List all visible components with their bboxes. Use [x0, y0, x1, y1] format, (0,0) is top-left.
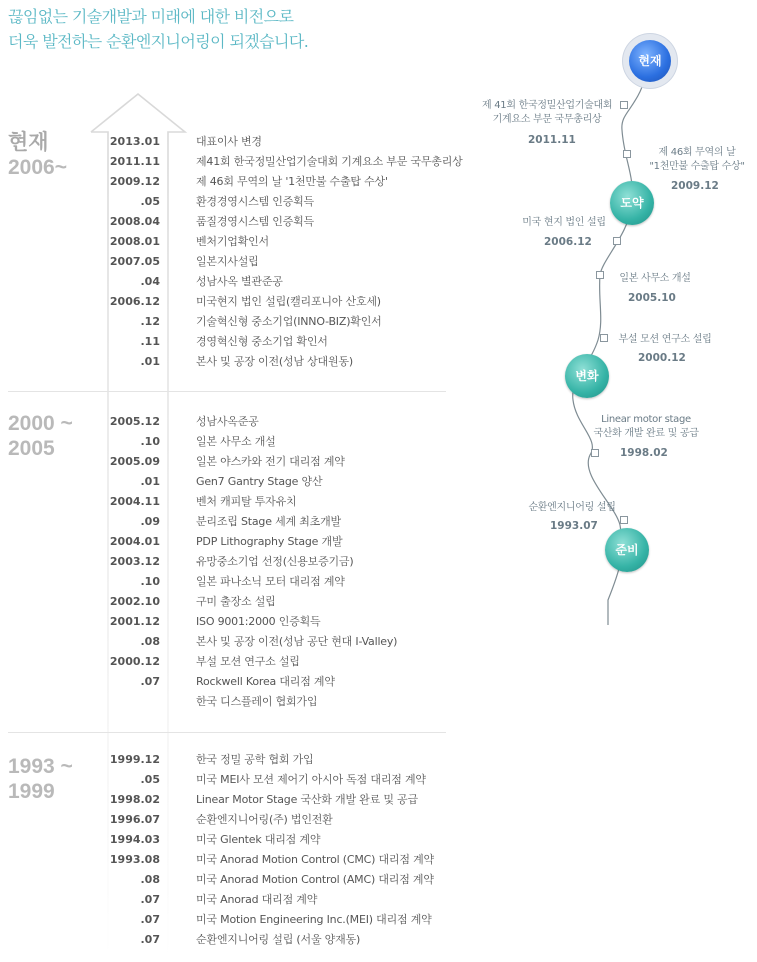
row-date: 2000.12 [109, 655, 160, 668]
row-date: .10 [140, 575, 160, 588]
stage-change-badge: 변화 [565, 354, 609, 398]
history-row [0, 930, 470, 950]
row-event: 한국 디스플레이 협회가입 [196, 695, 318, 708]
history-row [0, 412, 470, 432]
history-row [0, 172, 470, 192]
milestone-dot [613, 237, 621, 245]
milestone-line2: 국산화 개발 완료 및 공급 [593, 428, 699, 439]
milestone-line1: Linear motor stage [601, 414, 691, 425]
row-event: 일본 파나소닉 모터 대리점 계약 [196, 575, 345, 588]
history-row [0, 810, 470, 830]
milestone-line1: 부설 모션 연구소 설립 [618, 334, 712, 345]
milestone-label [610, 333, 720, 347]
row-date: 2005.12 [109, 415, 160, 428]
milestone-label [638, 146, 756, 174]
period-label-line1: 1993 ~ [8, 755, 73, 778]
history-row [0, 910, 470, 930]
history-row [0, 352, 470, 372]
row-date: 1993.08 [109, 853, 160, 866]
row-event: 미국 Motion Engineering Inc.(MEI) 대리점 계약 [196, 913, 432, 926]
history-row [0, 512, 470, 532]
row-date: .07 [140, 675, 160, 688]
milestone-year: 2009.12 [671, 180, 719, 192]
milestone-year: 2000.12 [638, 352, 686, 364]
stage-prep-badge: 준비 [605, 528, 649, 572]
history-row [0, 452, 470, 472]
milestone-year: 1998.02 [620, 447, 668, 459]
history-row [0, 592, 470, 612]
milestone-label [524, 501, 620, 515]
period-label-line2: 2006~ [8, 156, 67, 179]
history-row [0, 232, 470, 252]
milestone-line2: "1천만불 수출탑 수상" [649, 161, 745, 172]
row-date: 2008.04 [109, 215, 160, 228]
milestone-dot [620, 101, 628, 109]
milestone-year: 1993.07 [550, 520, 598, 532]
milestone-line2: 기계요소 부문 국무총리상 [492, 114, 602, 125]
row-event: 경영혁신형 중소기업 확인서 [196, 335, 328, 348]
milestone-dot [596, 271, 604, 279]
row-event: 부설 모션 연구소 설립 [196, 655, 300, 668]
history-row [0, 870, 470, 890]
row-event: 구미 출장소 설립 [196, 595, 276, 608]
row-date: 1996.07 [109, 813, 160, 826]
row-event: 미국현지 법인 설립(캘리포니아 산호세) [196, 295, 381, 308]
row-event: 일본 사무소 개설 [196, 435, 276, 448]
row-event: 벤처 캐피탈 투자유치 [196, 495, 297, 508]
row-event: 한국 정밀 공학 협회 가입 [196, 753, 314, 766]
row-date: 1999.12 [109, 753, 160, 766]
row-date: 1998.02 [109, 793, 160, 806]
milestone-line1: 순환엔지니어링 설립 [528, 502, 616, 513]
row-date: 2013.01 [109, 135, 160, 148]
milestone-line1: 일본 사무소 개설 [619, 273, 691, 284]
row-date: .11 [140, 335, 160, 348]
milestone-line1: 미국 현지 법인 설립 [522, 217, 606, 228]
milestone-dot [600, 334, 608, 342]
row-date: 2006.12 [109, 295, 160, 308]
history-row [0, 750, 470, 770]
history-row [0, 890, 470, 910]
stage-current-badge: 현재 [629, 40, 671, 82]
row-event: 성남사옥준공 [196, 415, 259, 428]
milestone-dot [591, 449, 599, 457]
stage-leap-badge: 도약 [610, 181, 654, 225]
row-date: 2008.01 [109, 235, 160, 248]
row-event: ISO 9001:2000 인증획득 [196, 615, 321, 628]
history-row [0, 252, 470, 272]
row-date: .05 [140, 773, 160, 786]
row-date: 2004.11 [109, 495, 160, 508]
milestone-year: 2006.12 [544, 236, 592, 248]
history-row [0, 612, 470, 632]
milestone-label [482, 99, 612, 127]
timeline-path [470, 0, 757, 961]
history-row [0, 152, 470, 172]
row-date: 2003.12 [109, 555, 160, 568]
history-row [0, 312, 470, 332]
row-event: 대표이사 변경 [196, 135, 262, 148]
row-event: 순환엔지니어링 설립 (서울 양재동) [196, 933, 361, 946]
history-row [0, 532, 470, 552]
row-date: .07 [140, 913, 160, 926]
row-date: 2004.01 [109, 535, 160, 548]
growth-timeline [470, 0, 757, 961]
milestone-year: 2005.10 [628, 292, 676, 304]
row-event: PDP Lithography Stage 개발 [196, 535, 343, 548]
history-row [0, 830, 470, 850]
history-row [0, 652, 470, 672]
milestone-line1: 제 41회 한국정밀산업기술대회 [482, 100, 613, 111]
row-event: Linear Motor Stage 국산화 개발 완료 및 공급 [196, 793, 418, 806]
row-date: .10 [140, 435, 160, 448]
milestone-line1: 제 46회 무역의 날 [658, 147, 736, 158]
row-date: 2005.09 [109, 455, 160, 468]
row-event: 미국 Anorad Motion Control (CMC) 대리점 계약 [196, 853, 434, 866]
history-row [0, 432, 470, 452]
row-event: Gen7 Gantry Stage 양산 [196, 475, 323, 488]
row-event: 환경경영시스템 인증획득 [196, 195, 314, 208]
milestone-dot [623, 150, 631, 158]
history-row [0, 572, 470, 592]
period-label-line2: 2005 [8, 437, 55, 460]
row-event: 유망중소기업 선정(신용보증기금) [196, 555, 354, 568]
row-date: .01 [140, 355, 160, 368]
row-event: 본사 및 공장 이전(성남 상대원동) [196, 355, 353, 368]
history-row [0, 552, 470, 572]
row-event: 기술혁신형 중소기업(INNO-BIZ)확인서 [196, 315, 382, 328]
row-date: 2001.12 [109, 615, 160, 628]
history-row [0, 332, 470, 352]
row-event: 일본 야스카와 전기 대리점 계약 [196, 455, 345, 468]
milestone-dot [620, 516, 628, 524]
milestone-label [516, 216, 612, 230]
row-event: 제41회 한국정밀산업기술대회 기계요소 부문 국무총리상 [196, 155, 463, 168]
row-date: .08 [140, 873, 160, 886]
row-date: 2009.12 [109, 175, 160, 188]
row-date: .05 [140, 195, 160, 208]
history-row [0, 632, 470, 652]
history-row [0, 192, 470, 212]
row-date: .07 [140, 933, 160, 946]
row-event: 미국 Anorad Motion Control (AMC) 대리점 계약 [196, 873, 434, 886]
page-headline [8, 4, 308, 54]
history-row [0, 790, 470, 810]
period-label-line1: 현재 [8, 131, 49, 154]
period-label-line2: 1999 [8, 780, 55, 803]
history-row [0, 770, 470, 790]
period-label-line1: 2000 ~ [8, 412, 73, 435]
row-event: 본사 및 공장 이전(성남 공단 현대 I-Valley) [196, 635, 398, 648]
row-date: 2011.11 [109, 155, 160, 168]
headline-line-2: 더욱 발전하는 순환엔지니어링이 되겠습니다. [8, 32, 309, 51]
row-event: 미국 Anorad 대리점 계약 [196, 893, 318, 906]
row-event: Rockwell Korea 대리점 계약 [196, 675, 335, 688]
headline-line-1: 끊임없는 기술개발과 미래에 대한 비전으로 [8, 7, 294, 26]
history-row [0, 272, 470, 292]
history-row [0, 132, 470, 152]
milestone-year: 2011.11 [528, 134, 576, 146]
period-divider [8, 391, 446, 392]
row-event: 일본지사설립 [196, 255, 259, 268]
row-date: .01 [140, 475, 160, 488]
row-date: .07 [140, 893, 160, 906]
row-event: 분리조립 Stage 세계 최초개발 [196, 515, 341, 528]
row-event: 순환엔지니어링(주) 법인전환 [196, 813, 333, 826]
history-row [0, 850, 470, 870]
row-date: .04 [140, 275, 160, 288]
history-row [0, 492, 470, 512]
row-date: 2007.05 [109, 255, 160, 268]
row-date: 2002.10 [109, 595, 160, 608]
history-row [0, 292, 470, 312]
period-divider [8, 732, 446, 733]
row-event: 벤처기업확인서 [196, 235, 269, 248]
row-event: 제 46회 무역의 날 '1천만불 수출탑 수상' [196, 175, 388, 188]
row-event: 미국 Glentek 대리점 계약 [196, 833, 321, 846]
row-date: .12 [140, 315, 160, 328]
row-date: .08 [140, 635, 160, 648]
row-event: 미국 MEI사 모션 제어기 아시아 독점 대리점 계약 [196, 773, 426, 786]
milestone-label [585, 413, 707, 441]
row-event: 성남사옥 별관준공 [196, 275, 283, 288]
history-row [0, 672, 470, 692]
row-date: 1994.03 [109, 833, 160, 846]
history-row [0, 472, 470, 492]
row-event: 품질경영시스템 인증획득 [196, 215, 314, 228]
row-date: .09 [140, 515, 160, 528]
history-row [0, 212, 470, 232]
history-row [0, 692, 470, 712]
milestone-label [610, 272, 700, 286]
